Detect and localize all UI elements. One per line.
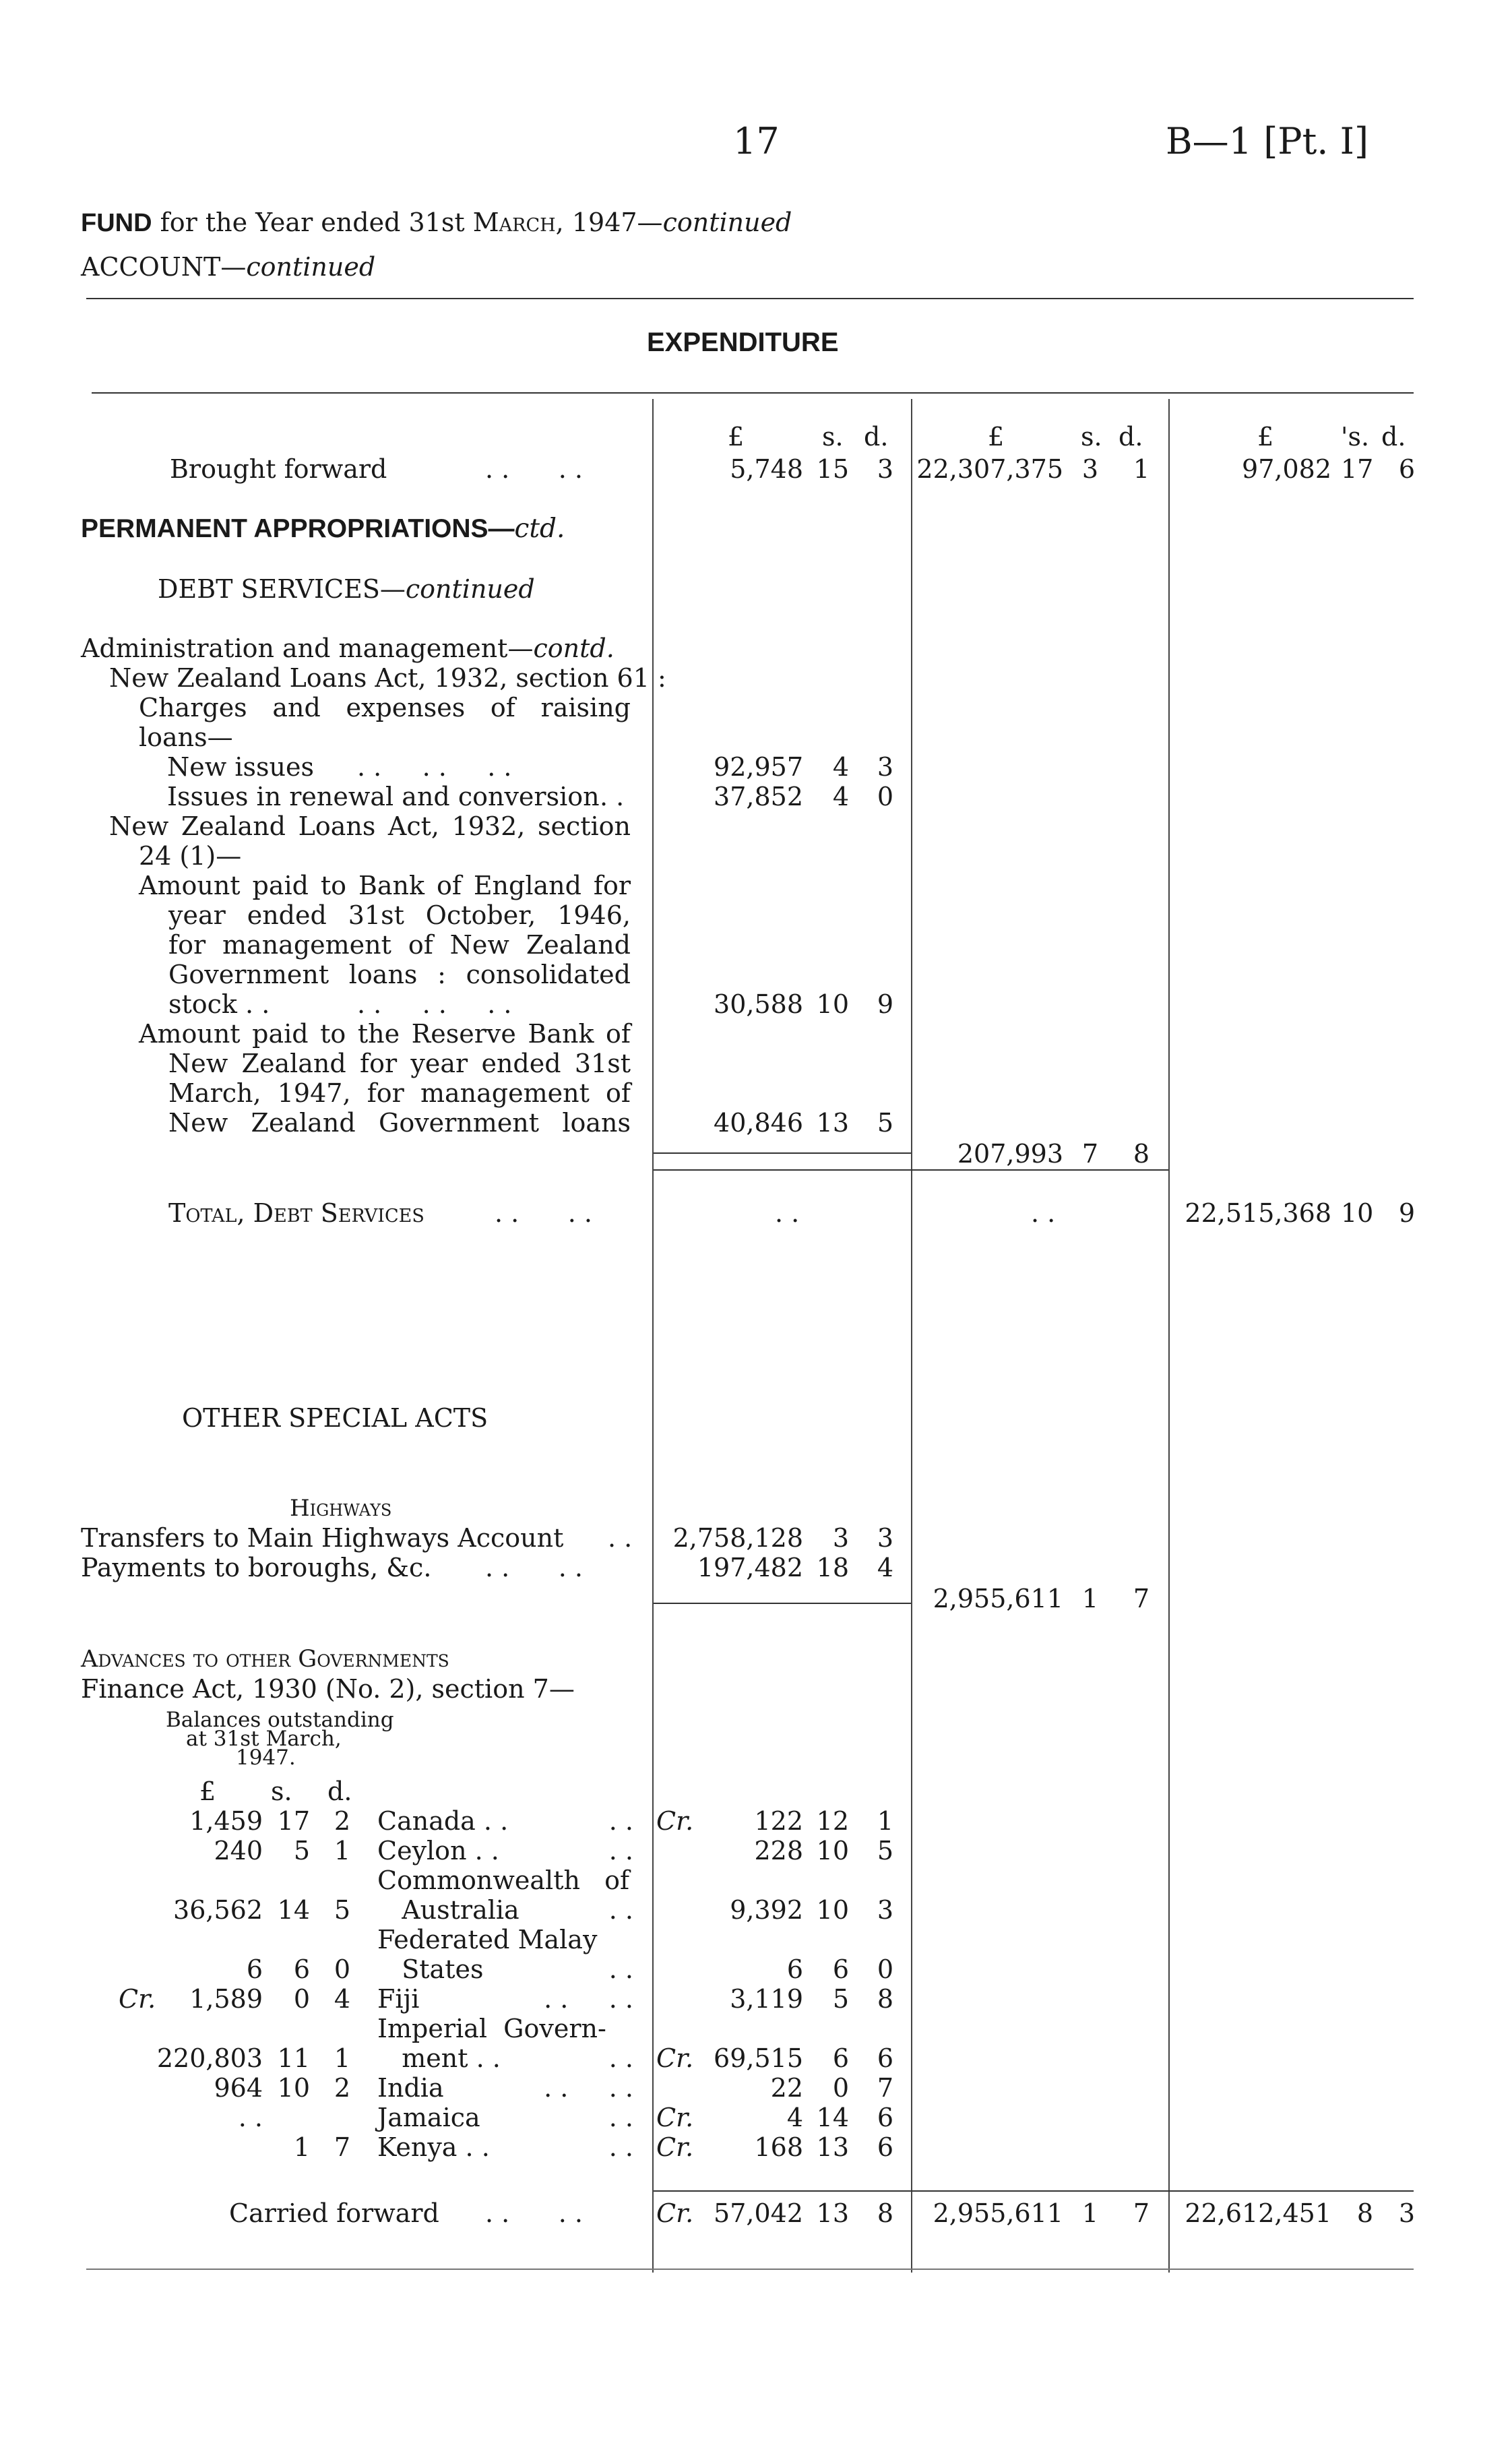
section-rule bbox=[92, 392, 1414, 394]
payment-pence: 6 bbox=[877, 2132, 893, 2162]
rbnz-line-1: Amount paid to the Reserve Bank of bbox=[139, 1019, 631, 1049]
country-name: Fiji bbox=[377, 1984, 420, 2014]
country-name: Federated Malay bbox=[377, 1925, 598, 1954]
payment-cr-marker: Cr. bbox=[656, 2043, 694, 2073]
fund-continued: continued bbox=[662, 208, 792, 237]
balance-pence: 1 bbox=[334, 2043, 350, 2073]
cf-c3-pounds: 22,612,451 bbox=[1185, 2198, 1331, 2228]
country-name: Australia bbox=[377, 1895, 519, 1925]
payments-s: 18 bbox=[816, 1553, 849, 1582]
cf-c2-d: 7 bbox=[1133, 2198, 1149, 2228]
rbnz-line-2: New Zealand for year ended 31st bbox=[168, 1049, 631, 1078]
col2-d: d. bbox=[1119, 422, 1143, 452]
payment-pounds: 228 bbox=[754, 1836, 803, 1865]
balance-pence: 5 bbox=[334, 1895, 350, 1925]
total-debt-d: 9 bbox=[1398, 1198, 1415, 1228]
col1-d: d. bbox=[864, 422, 889, 452]
payment-cr-marker: Cr. bbox=[656, 1806, 694, 1836]
payment-pounds: 9,392 bbox=[730, 1895, 803, 1925]
balance-pounds: 220,803 bbox=[156, 2043, 263, 2073]
carried-forward-dots: . . . . bbox=[485, 2198, 583, 2228]
permanent-ctd: ctd. bbox=[514, 514, 565, 544]
total-debt-pounds: 22,515,368 bbox=[1185, 1198, 1331, 1228]
cf-c3-d: 3 bbox=[1398, 2198, 1415, 2228]
highways-sub-rule bbox=[654, 1603, 911, 1604]
country-name: Jamaica bbox=[377, 2103, 480, 2132]
payment-pence: 0 bbox=[877, 1954, 893, 1984]
payment-pence: 3 bbox=[877, 1895, 893, 1925]
payment-shillings: 6 bbox=[832, 1954, 849, 1984]
nz-loans-24-a: New Zealand Loans Act, 1932, section bbox=[109, 811, 631, 841]
debt-title: DEBT SERVICES— bbox=[158, 574, 406, 604]
stock-label: stock . . bbox=[168, 989, 270, 1019]
balance-pounds: 36,562 bbox=[173, 1895, 263, 1925]
country-name: Imperial Govern- bbox=[377, 2014, 606, 2043]
highways-heading: Highways bbox=[290, 1495, 392, 1522]
balances-line-3: 1947. bbox=[236, 1746, 296, 1770]
highways-subtotal-s: 1 bbox=[1081, 1584, 1098, 1613]
stock-s: 10 bbox=[816, 989, 849, 1019]
country-dots: . . bbox=[608, 1836, 633, 1865]
payments-d: 4 bbox=[877, 1553, 893, 1582]
issues-renewal-d: 0 bbox=[877, 782, 893, 811]
balances-header bbox=[81, 1777, 364, 1806]
country-dots: . . bbox=[608, 2132, 633, 2162]
total-debt-c2: . . bbox=[1031, 1198, 1056, 1228]
balance-pence: 7 bbox=[334, 2132, 350, 2162]
balance-pence: 2 bbox=[334, 1806, 350, 1836]
cf-c2-s: 1 bbox=[1081, 2198, 1098, 2228]
col1-header bbox=[654, 422, 903, 452]
total-debt-c1: . . bbox=[775, 1198, 800, 1228]
country-name: Ceylon . . bbox=[377, 1836, 499, 1865]
payment-shillings: 14 bbox=[816, 2103, 849, 2132]
col3-s: 's. bbox=[1341, 422, 1370, 452]
bf-c1-d: 3 bbox=[877, 454, 893, 484]
payment-pounds: 22 bbox=[770, 2073, 803, 2103]
balances-line-1: Balances outstanding bbox=[166, 1708, 394, 1732]
balance-shillings: 0 bbox=[293, 1984, 310, 2014]
debt-sub-rule bbox=[654, 1152, 911, 1154]
fund-heading bbox=[81, 208, 792, 238]
account-heading bbox=[81, 252, 375, 282]
payment-pounds: 122 bbox=[754, 1806, 803, 1836]
payment-shillings: 5 bbox=[832, 1984, 849, 2014]
bf-c3-pounds: 97,082 bbox=[1242, 454, 1331, 484]
country-dots: . . bbox=[608, 2103, 633, 2132]
nz-loans-24-b: 24 (1)— bbox=[139, 841, 242, 871]
admin-contd: contd. bbox=[533, 634, 615, 663]
payment-pence: 6 bbox=[877, 2103, 893, 2132]
debt-subtotal-s: 7 bbox=[1081, 1139, 1098, 1169]
transfers-label: Transfers to Main Highways Account bbox=[81, 1523, 564, 1553]
new-issues-pounds: 92,957 bbox=[714, 752, 803, 782]
country-name: Commonwealth of bbox=[377, 1865, 630, 1895]
country-name: ment . . bbox=[377, 2043, 501, 2073]
rbnz-line-4: New Zealand Government loans bbox=[168, 1108, 631, 1138]
section-title: EXPENDITURE bbox=[647, 328, 839, 357]
cf-cr-marker: Cr. bbox=[656, 2198, 694, 2228]
fund-year: 1947— bbox=[571, 208, 663, 237]
country-name: India bbox=[377, 2073, 444, 2103]
payment-pounds: 168 bbox=[754, 2132, 803, 2162]
boe-line-3: for management of New Zealand bbox=[168, 930, 631, 960]
balance-pounds: 240 bbox=[214, 1836, 263, 1865]
admin-line bbox=[81, 634, 615, 663]
payments-pounds: 197,482 bbox=[697, 1553, 803, 1582]
debt-continued: continued bbox=[405, 574, 535, 604]
payment-pounds: 3,119 bbox=[730, 1984, 803, 2014]
bf-c2-d: 1 bbox=[1133, 454, 1149, 484]
balance-shillings: 10 bbox=[277, 2073, 310, 2103]
payment-cr-marker: Cr. bbox=[656, 2103, 694, 2132]
balance-pence: 1 bbox=[334, 1836, 350, 1865]
issues-renewal-pounds: 37,852 bbox=[714, 782, 803, 811]
payment-pounds: 69,515 bbox=[714, 2043, 803, 2073]
brought-forward-label: Brought forward bbox=[170, 454, 387, 484]
finance-act-line: Finance Act, 1930 (No. 2), section 7— bbox=[81, 1674, 575, 1704]
new-issues-d: 3 bbox=[877, 752, 893, 782]
payment-shillings: 13 bbox=[816, 2132, 849, 2162]
payments-dots: . . . . bbox=[485, 1553, 583, 1582]
col2-header bbox=[912, 422, 1162, 452]
debt-subtotal-d: 8 bbox=[1133, 1139, 1149, 1169]
balance-shillings: 1 bbox=[293, 2132, 310, 2162]
issues-renewal-s: 4 bbox=[832, 782, 849, 811]
brought-forward-dots: . . . . bbox=[485, 454, 583, 484]
balance-pence: 2 bbox=[334, 2073, 350, 2103]
transfers-dots: . . bbox=[608, 1523, 633, 1553]
admin-label: Administration and management— bbox=[81, 634, 534, 663]
rbnz-d: 5 bbox=[877, 1108, 893, 1138]
debt-subtotal-pounds: 207,993 bbox=[957, 1139, 1063, 1169]
other-special-acts-heading: OTHER SPECIAL ACTS bbox=[182, 1403, 489, 1433]
balance-pounds: 1,589 bbox=[189, 1984, 263, 2014]
highways-subtotal-d: 7 bbox=[1133, 1584, 1149, 1613]
fund-month: March, bbox=[472, 208, 564, 237]
transfers-pounds: 2,758,128 bbox=[672, 1523, 803, 1553]
col3-pound: £ bbox=[1257, 422, 1274, 452]
bf-c3-d: 6 bbox=[1398, 454, 1415, 484]
rbnz-pounds: 40,846 bbox=[714, 1108, 803, 1138]
transfers-d: 3 bbox=[877, 1523, 893, 1553]
issues-renewal-dots: . . bbox=[600, 782, 625, 811]
payment-shillings: 10 bbox=[816, 1836, 849, 1865]
country-dots: . . bbox=[608, 1895, 633, 1925]
balance-pounds: 964 bbox=[214, 2073, 263, 2103]
cf-c1-d: 8 bbox=[877, 2198, 893, 2228]
rbnz-line-3: March, 1947, for management of bbox=[168, 1078, 631, 1108]
payment-pence: 7 bbox=[877, 2073, 893, 2103]
bal-s: s. bbox=[271, 1777, 292, 1806]
payment-cr-marker: Cr. bbox=[656, 2132, 694, 2162]
carried-forward-label: Carried forward bbox=[229, 2198, 439, 2228]
highways-subtotal-pounds: 2,955,611 bbox=[933, 1584, 1063, 1613]
doc-reference: B—1 [Pt. I] bbox=[1166, 120, 1369, 162]
column-divider-2 bbox=[911, 399, 912, 2273]
rbnz-s: 13 bbox=[816, 1108, 849, 1138]
stock-d: 9 bbox=[877, 989, 893, 1019]
new-issues-label: New issues bbox=[167, 752, 314, 782]
country-name: Kenya . . bbox=[377, 2132, 490, 2162]
balance-pounds: 6 bbox=[246, 1954, 263, 1984]
balance-shillings: 14 bbox=[277, 1895, 310, 1925]
balance-shillings: 5 bbox=[293, 1836, 310, 1865]
stock-pounds: 30,588 bbox=[714, 989, 803, 1019]
bal-d: d. bbox=[327, 1777, 352, 1806]
col3-d: d. bbox=[1381, 422, 1406, 452]
balance-cr-marker: Cr. bbox=[119, 1984, 156, 2014]
total-debt-s: 10 bbox=[1341, 1198, 1374, 1228]
country-dots: . . . . bbox=[544, 1984, 633, 2014]
country-name: Canada . . bbox=[377, 1806, 509, 1836]
bf-c3-s: 17 bbox=[1341, 454, 1374, 484]
stock-dots: . . . . . . bbox=[357, 989, 512, 1019]
payment-pence: 6 bbox=[877, 2043, 893, 2073]
payment-shillings: 6 bbox=[832, 2043, 849, 2073]
balance-pence: 4 bbox=[334, 1984, 350, 2014]
col2-pound: £ bbox=[988, 422, 1005, 452]
loans-line: loans— bbox=[139, 722, 233, 752]
bf-c1-pounds: 5,748 bbox=[730, 454, 803, 484]
payment-pence: 1 bbox=[877, 1806, 893, 1836]
account-continued: continued bbox=[246, 252, 376, 282]
fund-rest: for the Year ended 31st bbox=[160, 208, 465, 237]
top-rule bbox=[86, 298, 1414, 299]
total-debt-services-dots: . . . . bbox=[495, 1198, 592, 1228]
total-debt-services-label: Total, Debt Services bbox=[168, 1198, 424, 1228]
page-number: 17 bbox=[733, 120, 780, 162]
nz-loans-61: New Zealand Loans Act, 1932, section 61 : bbox=[109, 663, 666, 693]
cf-c3-s: 8 bbox=[1356, 2198, 1373, 2228]
payment-pence: 8 bbox=[877, 1984, 893, 2014]
boe-line-2: year ended 31st October, 1946, bbox=[168, 900, 631, 930]
cf-c1-s: 13 bbox=[816, 2198, 849, 2228]
country-dots: . . bbox=[608, 1954, 633, 1984]
bf-c2-s: 3 bbox=[1081, 454, 1098, 484]
balance-pounds: . . bbox=[238, 2103, 263, 2132]
account-label: ACCOUNT— bbox=[81, 252, 247, 282]
cf-c1-pounds: 57,042 bbox=[714, 2198, 803, 2228]
payment-shillings: 12 bbox=[816, 1806, 849, 1836]
column-divider-3 bbox=[1168, 399, 1170, 2273]
transfers-s: 3 bbox=[832, 1523, 849, 1553]
fund-label: FUND bbox=[81, 209, 152, 237]
permanent-appropriations-heading bbox=[81, 514, 565, 544]
country-dots: . . bbox=[608, 1806, 633, 1836]
col3-header bbox=[1170, 422, 1419, 452]
balances-line-2: at 31st March, bbox=[186, 1727, 342, 1751]
new-issues-dots: . . . . . . bbox=[357, 752, 512, 782]
bf-c1-s: 15 bbox=[816, 454, 849, 484]
cf-c2-pounds: 2,955,611 bbox=[933, 2198, 1063, 2228]
balance-shillings: 11 bbox=[277, 2043, 310, 2073]
payment-pounds: 4 bbox=[786, 2103, 803, 2132]
balance-pounds: 1,459 bbox=[189, 1806, 263, 1836]
col1-s: s. bbox=[822, 422, 844, 452]
country-dots: . . bbox=[608, 2043, 633, 2073]
payments-label: Payments to boroughs, &c. bbox=[81, 1553, 432, 1582]
balance-shillings: 6 bbox=[293, 1954, 310, 1984]
country-name: States bbox=[377, 1954, 484, 1984]
country-dots: . . . . bbox=[544, 2073, 633, 2103]
bf-c2-pounds: 22,307,375 bbox=[916, 454, 1063, 484]
debt-total-rule bbox=[654, 1169, 1168, 1171]
payment-shillings: 0 bbox=[832, 2073, 849, 2103]
new-issues-s: 4 bbox=[832, 752, 849, 782]
balance-shillings: 17 bbox=[277, 1806, 310, 1836]
payment-shillings: 10 bbox=[816, 1895, 849, 1925]
advances-heading: Advances to other Governments bbox=[81, 1646, 449, 1673]
charges-line: Charges and expenses of raising bbox=[139, 693, 631, 722]
boe-line-4: Government loans : consolidated bbox=[168, 960, 631, 989]
carried-forward-rule bbox=[654, 2190, 1414, 2192]
debt-services-heading bbox=[158, 574, 535, 604]
payment-pence: 5 bbox=[877, 1836, 893, 1865]
bal-pound: £ bbox=[199, 1777, 216, 1806]
col1-pound: £ bbox=[728, 422, 745, 452]
boe-line-1: Amount paid to Bank of England for bbox=[139, 871, 631, 900]
col2-s: s. bbox=[1081, 422, 1102, 452]
permanent-title: PERMANENT APPROPRIATIONS— bbox=[81, 514, 515, 543]
balance-pence: 0 bbox=[334, 1954, 350, 1984]
payment-pounds: 6 bbox=[786, 1954, 803, 1984]
issues-renewal-label: Issues in renewal and conversion bbox=[167, 782, 600, 811]
bottom-rule bbox=[86, 2269, 1414, 2270]
